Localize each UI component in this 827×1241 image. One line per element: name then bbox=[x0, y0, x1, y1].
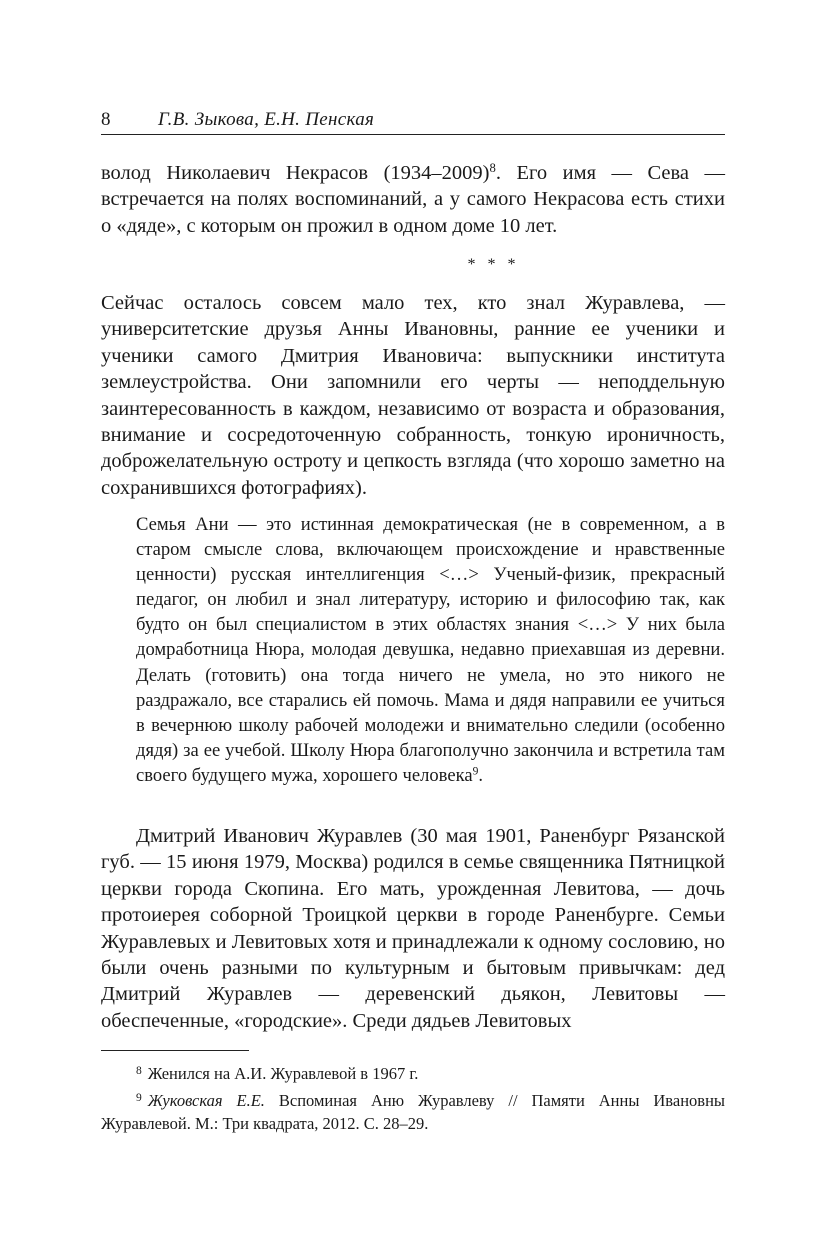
block-quote-text-after: . bbox=[478, 764, 484, 786]
footnote-8-number: 8 bbox=[136, 1064, 142, 1077]
block-quote bbox=[136, 512, 725, 788]
page-number: 8 bbox=[101, 109, 111, 130]
footnote-9-text: Вспоминая Аню Журавлеву // Памяти Анны Ивановны Журавлевой. М.: Три квадрата, 2012. С. 28–29. bbox=[101, 1091, 725, 1133]
footnote-ref-8[interactable]: 8 bbox=[489, 161, 496, 176]
footnote-8-text: Женился на А.И. Журавлевой в 1967 г. bbox=[147, 1064, 419, 1083]
footnote-divider bbox=[101, 1050, 249, 1051]
running-header-authors: Г.В. Зыкова, Е.Н. Пенская bbox=[158, 109, 375, 130]
running-header bbox=[101, 108, 725, 135]
block-quote-text: Семья Ани — это истинная демократическая (не в современном, а в старом смысле слова, включающем происхождение и нравственные ценности) русская интеллигенция <…> Ученый-физик, прекрасный педагог, он любил и знал литературу, историю и философию так, как будто он был специалистом в этих областях знания <…> У них была домработница Нюра, молодая девушка, недавно приехавшая из деревни. Делать (готовить) она тогда ничего не умела, но это никого не раздражало, все старались ей помочь. Мама и дядя направили ее учиться в вечернюю школу рабочей молодежи и внимательно следили (особенно дядя) за ее учебой. Школу Нюра благополучно закончила и встретила там своего будущего мужа, хорошего человека bbox=[136, 514, 725, 786]
paragraph-2: Сейчас осталось совсем мало тех, кто знал Журавлева, — университетские друзья Анны Ивановны, ранние ее ученики и ученики самого Дмитрия Ивановича: выпускники института землеустройства. Они запомнили его черты — неподдельную заинтересованность в каждом, независимо от возраста и образования, внимание и сосредоточенную собранность, тонкую ироничность, доброжелательную остроту и цепкость взгляда (что хорошо заметно на сохранившихся фотографиях). bbox=[101, 292, 725, 499]
paragraph-1-text: волод Николаевич Некрасов (1934–2009) bbox=[101, 162, 490, 184]
paragraph-3: Дмитрий Иванович Журавлев (30 мая 1901, Раненбург Рязанской губ. — 15 июня 1979, Москва) родился в семье священника Пятницкой церкви города Скопина. Его мать, урожденная Левитова, — дочь протоиерея соборной Троицкой церкви в городе Раненбурге. Семьи Журавлевых и Левитовых хотя и принадлежали к одному сословию, но были очень разными по культурным и бытовым привычкам: дед Дмитрий Журавлев — деревенский дьякон, Левитовы — обеспеченные, «городские». Среди дядьев Левитовых bbox=[101, 825, 725, 1032]
paragraph-1-text-after: . Его имя — Сева — встречается на полях воспоминаний, а у самого Некрасова есть стихи о «дяде», с которым он прожил в одном доме 10 лет. bbox=[101, 162, 726, 237]
footnote-9 bbox=[101, 1089, 725, 1135]
footnote-8 bbox=[101, 1062, 725, 1085]
footnote-9-author: Жуковская Е.Е. bbox=[147, 1091, 265, 1110]
paragraph-1 bbox=[101, 160, 725, 239]
footnote-ref-9[interactable]: 9 bbox=[472, 765, 479, 778]
section-separator: * * * bbox=[467, 256, 520, 273]
footnote-9-number: 9 bbox=[136, 1091, 142, 1104]
